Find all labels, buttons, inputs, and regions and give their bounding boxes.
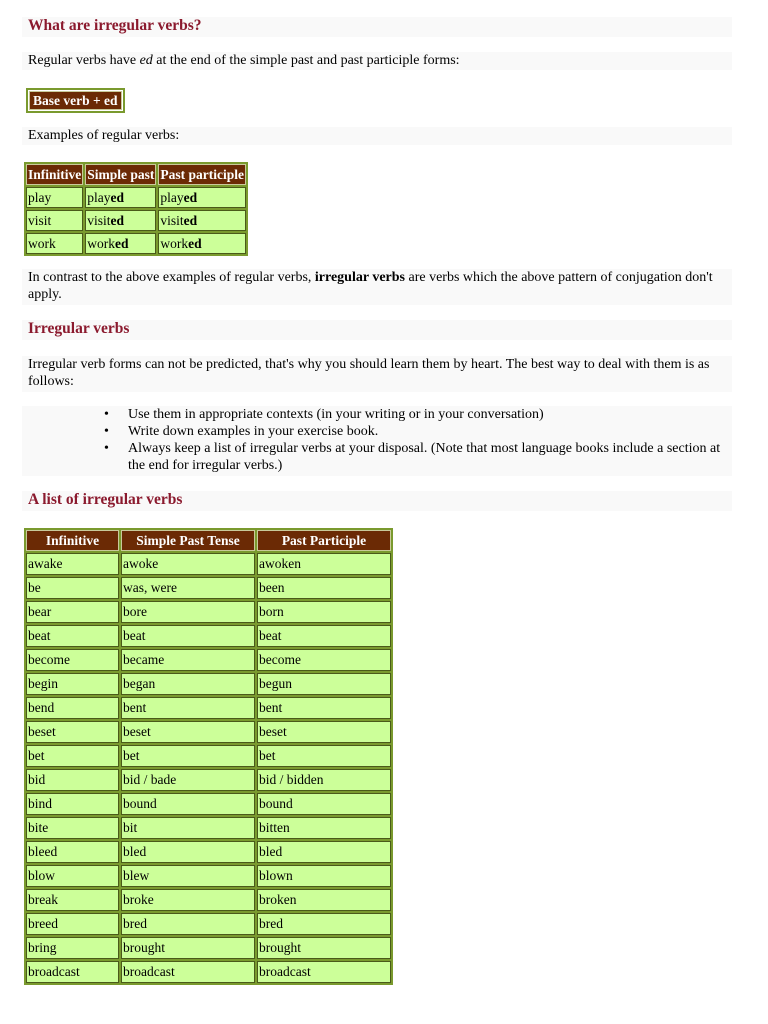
table-cell: began	[121, 673, 255, 695]
emphasis: ed	[139, 53, 153, 68]
table-row	[26, 577, 391, 599]
paragraph	[28, 269, 726, 303]
column-header: Simple past	[85, 164, 156, 185]
table-cell: bind	[26, 793, 119, 815]
table-cell: beset	[121, 721, 255, 743]
table-cell: was, were	[121, 577, 255, 599]
regular-verbs-table	[24, 162, 248, 256]
table-cell: bid / bade	[121, 769, 255, 791]
table-cell: bound	[257, 793, 391, 815]
section-heading: Irregular verbs	[28, 320, 130, 337]
pattern-badge	[26, 88, 125, 113]
table-row	[26, 673, 391, 695]
table-cell: bleed	[26, 841, 119, 863]
table-row	[26, 889, 391, 911]
paragraph-block-2	[22, 127, 732, 145]
table-cell: begun	[257, 673, 391, 695]
paragraph-block-4	[22, 356, 732, 392]
bullet-icon: •	[104, 441, 109, 456]
table-cell: bet	[26, 745, 119, 767]
table-cell: bred	[121, 913, 255, 935]
table-cell: break	[26, 889, 119, 911]
column-header: Simple Past Tense	[121, 530, 255, 551]
table-cell: bore	[121, 601, 255, 623]
table-cell: bit	[121, 817, 255, 839]
heading-block-1	[22, 17, 732, 37]
table-cell: blown	[257, 865, 391, 887]
table-row	[26, 865, 391, 887]
table-cell: bound	[121, 793, 255, 815]
table-cell: awake	[26, 553, 119, 575]
table-cell: bled	[121, 841, 255, 863]
table-cell: bent	[257, 697, 391, 719]
table-cell: bent	[121, 697, 255, 719]
table-row	[26, 937, 391, 959]
badge-label: Base verb + ed	[29, 91, 122, 110]
table-cell: played	[158, 187, 246, 208]
table-cell: bitten	[257, 817, 391, 839]
table-cell: beat	[26, 625, 119, 647]
paragraph: Irregular verb forms can not be predicted, that's why you should learn them by heart. The best way to deal with them is as follows:	[28, 357, 710, 389]
list-item: • Write down examples in your exercise book.	[104, 424, 379, 439]
table-cell: brought	[121, 937, 255, 959]
table-cell: awoke	[121, 553, 255, 575]
table-cell: broadcast	[121, 961, 255, 983]
table-cell: beat	[121, 625, 255, 647]
table-cell: visit	[26, 210, 83, 231]
heading-block-2	[22, 320, 732, 340]
table-cell: bid	[26, 769, 119, 791]
table-cell: worked	[85, 233, 156, 254]
table-cell: be	[26, 577, 119, 599]
table-row	[26, 649, 391, 671]
table-row	[26, 210, 246, 231]
table-cell: broke	[121, 889, 255, 911]
table-row	[26, 187, 246, 208]
table-row	[26, 553, 391, 575]
table-cell: become	[257, 649, 391, 671]
table-cell: become	[26, 649, 119, 671]
column-header: Past Participle	[257, 530, 391, 551]
section-heading: A list of irregular verbs	[28, 491, 183, 508]
table-row	[26, 961, 391, 983]
table-row	[26, 625, 391, 647]
table-cell: bite	[26, 817, 119, 839]
table-cell: beset	[257, 721, 391, 743]
irregular-verbs-table	[24, 528, 393, 985]
text: In contrast to the above examples of regular verbs,	[28, 270, 315, 285]
table-cell: bled	[257, 841, 391, 863]
list-item: • Always keep a list of irregular verbs at your disposal. (Note that most language books include a section at the end for irregular verbs.)	[104, 441, 721, 473]
column-header: Infinitive	[26, 530, 119, 551]
paragraph	[28, 52, 726, 69]
column-header: Infinitive	[26, 164, 83, 185]
bullet-icon: •	[104, 424, 109, 439]
table-cell: blow	[26, 865, 119, 887]
table-row	[26, 769, 391, 791]
table-cell: played	[85, 187, 156, 208]
table-cell: broadcast	[26, 961, 119, 983]
table-cell: bend	[26, 697, 119, 719]
table-row	[26, 841, 391, 863]
text: are verbs which the above pattern of conjugation don't apply.	[28, 270, 713, 302]
heading-block-3	[22, 491, 732, 511]
table-cell: work	[26, 233, 83, 254]
table-cell: been	[257, 577, 391, 599]
paragraph-block-1	[22, 52, 732, 70]
table-cell: bet	[257, 745, 391, 767]
table-cell: bring	[26, 937, 119, 959]
table-cell: worked	[158, 233, 246, 254]
table-header-row	[26, 530, 391, 551]
table-row	[26, 745, 391, 767]
table-cell: beset	[26, 721, 119, 743]
table-cell: breed	[26, 913, 119, 935]
bullet-list	[28, 406, 726, 474]
table-cell: brought	[257, 937, 391, 959]
table-row	[26, 913, 391, 935]
table-row	[26, 721, 391, 743]
section-heading: What are irregular verbs?	[28, 17, 202, 34]
table-cell: play	[26, 187, 83, 208]
table-cell: begin	[26, 673, 119, 695]
table-cell: bet	[121, 745, 255, 767]
table-cell: bid / bidden	[257, 769, 391, 791]
bullet-block	[22, 406, 732, 476]
bullet-icon: •	[104, 407, 109, 422]
list-item: • Use them in appropriate contexts (in your writing or in your conversation)	[104, 407, 544, 422]
table-cell: broken	[257, 889, 391, 911]
table-cell: became	[121, 649, 255, 671]
table-header-row	[26, 164, 246, 185]
table-cell: visited	[85, 210, 156, 231]
table-row	[26, 793, 391, 815]
table-cell: broadcast	[257, 961, 391, 983]
column-header: Past participle	[158, 164, 246, 185]
text: Regular verbs have	[28, 53, 140, 68]
table-cell: bred	[257, 913, 391, 935]
table-cell: awoken	[257, 553, 391, 575]
paragraph: Examples of regular verbs:	[28, 128, 180, 143]
table-row	[26, 697, 391, 719]
table-row	[26, 817, 391, 839]
table-cell: beat	[257, 625, 391, 647]
table-cell: bear	[26, 601, 119, 623]
table-row	[26, 601, 391, 623]
table-cell: blew	[121, 865, 255, 887]
paragraph-block-3	[22, 269, 732, 305]
table-row	[26, 233, 246, 254]
table-cell: born	[257, 601, 391, 623]
table-cell: visited	[158, 210, 246, 231]
bold-term: irregular verbs	[314, 270, 405, 285]
text: at the end of the simple past and past participle forms:	[152, 53, 460, 68]
